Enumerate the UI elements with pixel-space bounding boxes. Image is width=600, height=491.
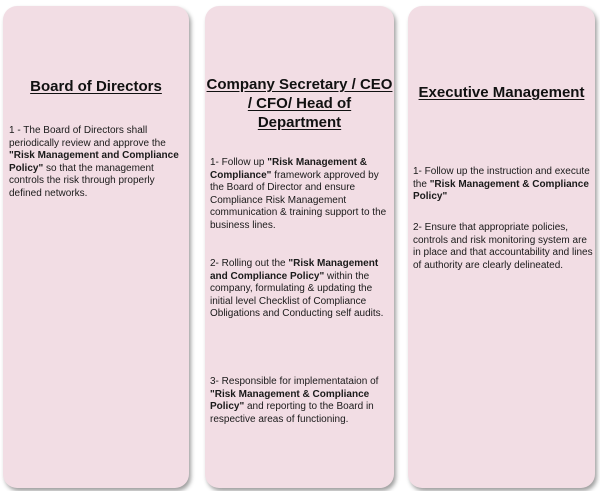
responsibility-item	[9, 125, 185, 201]
item-text: framework approved by the Board of Director and ensure Compliance Risk Management communication & training support to the business lines.	[210, 169, 387, 231]
responsibility-item	[210, 376, 390, 426]
board-of-directors-panel	[3, 6, 189, 488]
item-text: 1- Follow up	[210, 157, 268, 168]
item-policy-name: "Risk Management & Compliance Policy"	[413, 178, 589, 203]
panel-title: Board of Directors	[30, 78, 162, 95]
item-text: 1- Follow up the instruction and execute the	[413, 166, 590, 190]
item-text: and reporting to the Board in respective areas of functioning.	[210, 401, 374, 425]
responsibility-item	[413, 166, 593, 204]
responsibility-item	[413, 222, 593, 272]
item-policy-name: "Risk Management and Compliance Policy"	[210, 258, 379, 282]
responsibility-item	[210, 157, 390, 233]
item-text: 3- Responsible for implementataion of	[210, 376, 379, 387]
item-text: 2- Ensure that appropriate policies, controls and risk monitoring system are in place and that accountability and lines of authority are clearly delineated.	[413, 222, 593, 271]
panel-title: Company Secretary / CEO / CFO/ Head of Department	[206, 76, 393, 131]
item-text: 1 - The Board of Directors shall periodically review and approve the	[9, 125, 166, 149]
responsibility-item	[210, 258, 390, 321]
panel-title: Executive Management	[418, 84, 585, 101]
item-policy-name: "Risk Management & Compliance Policy"	[210, 388, 370, 413]
item-policy-name: "Risk Management and Compliance Policy"	[9, 150, 179, 174]
company-secretary-ceo-cfo-panel	[205, 6, 394, 488]
item-text: so that the management controls the risk through properly defined networks.	[9, 162, 155, 199]
item-text: within the company, formulating & updating the initial level Checklist of Compliance Obligations and Conducting self audits.	[210, 270, 384, 320]
item-policy-name: "Risk Management & Compliance"	[210, 157, 368, 181]
item-text: 2- Rolling out the	[210, 258, 289, 269]
executive-management-panel	[408, 6, 595, 488]
